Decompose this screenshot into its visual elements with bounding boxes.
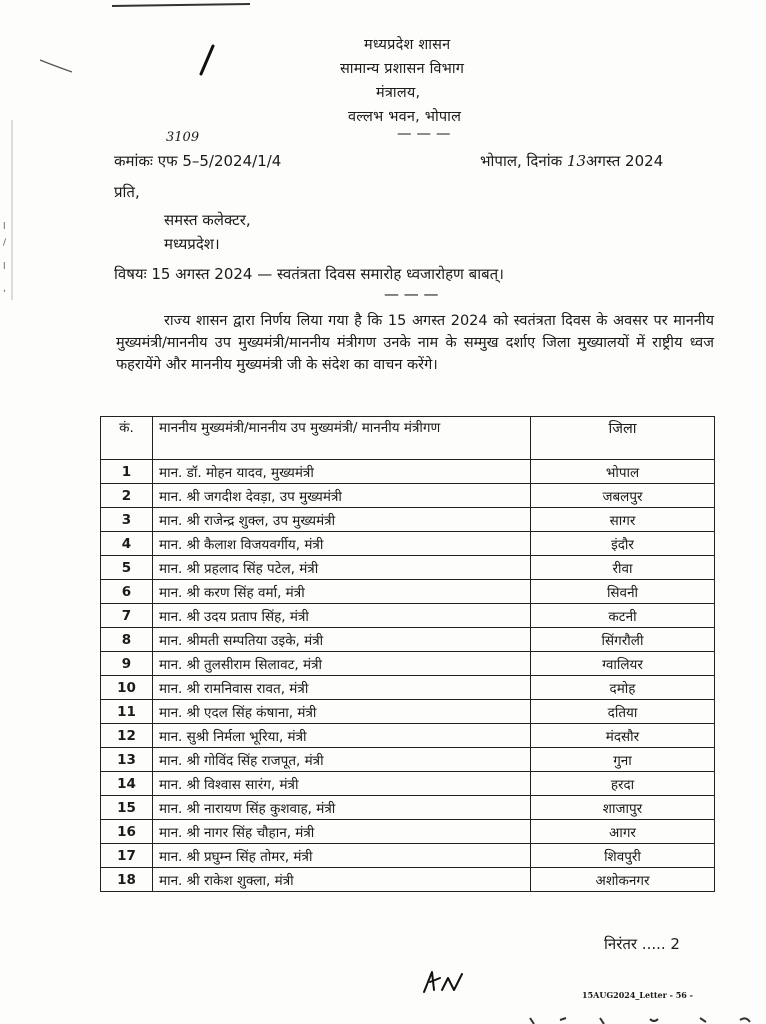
table-row: [101, 652, 715, 676]
district-name: दमोह: [531, 676, 715, 700]
row-number: 12: [101, 724, 153, 748]
district-name: सिवनी: [531, 580, 715, 604]
reference-number: कमांकः एफ 5–5/2024/1/4: [114, 152, 282, 170]
date-rest: अगस्त 2024: [586, 152, 664, 170]
table-row: [101, 868, 715, 892]
minister-name: मान. श्री राजेन्द्र शुक्ल, उप मुख्यमंत्री: [153, 508, 531, 532]
district-name: अशोकनगर: [531, 868, 715, 892]
table-row: [101, 508, 715, 532]
district-name: मंदसौर: [531, 724, 715, 748]
row-number: 7: [101, 604, 153, 628]
recipient-line1: समस्त कलेक्टर,: [164, 211, 251, 229]
minister-name: मान. श्री राकेश शुक्ला, मंत्री: [153, 868, 531, 892]
district-name: आगर: [531, 820, 715, 844]
table-row: [101, 604, 715, 628]
col-header-district: जिला: [531, 417, 715, 460]
table-row: [101, 532, 715, 556]
table-row: [101, 580, 715, 604]
bleed-through-marks: [500, 1010, 766, 1024]
subject-line: विषयः 15 अगस्त 2024 — स्वतंत्रता दिवस समारोह ध्वजारोहण बाबत्।: [114, 265, 504, 283]
row-number: 2: [101, 484, 153, 508]
minister-name: मान. सुश्री निर्मला भूरिया, मंत्री: [153, 724, 531, 748]
table-row: [101, 460, 715, 484]
table-row: [101, 748, 715, 772]
recipient-line2: मध्यप्रदेश।: [164, 235, 220, 253]
row-number: 14: [101, 772, 153, 796]
table-row: [101, 628, 715, 652]
table-row: [101, 700, 715, 724]
header-ministry: मंत्रालय,: [376, 85, 421, 101]
table-row: [101, 772, 715, 796]
district-name: भोपाल: [531, 460, 715, 484]
handwritten-number: 3109: [166, 130, 200, 145]
header-separator: — — —: [397, 126, 451, 142]
minister-name: मान. श्री प्रहलाद सिंह पटेल, मंत्री: [153, 556, 531, 580]
row-number: 5: [101, 556, 153, 580]
reference-date: [480, 151, 663, 171]
district-name: सागर: [531, 508, 715, 532]
row-number: 18: [101, 868, 153, 892]
minister-name: मान. श्रीमती सम्पतिया उइके, मंत्री: [153, 628, 531, 652]
minister-name: मान. डॉ. मोहन यादव, मुख्यमंत्री: [153, 460, 531, 484]
row-number: 9: [101, 652, 153, 676]
row-number: 16: [101, 820, 153, 844]
row-number: 11: [101, 700, 153, 724]
minister-name: मान. श्री तुलसीराम सिलावट, मंत्री: [153, 652, 531, 676]
body-paragraph: राज्य शासन द्वारा निर्णय लिया गया है कि 15 अगस्त 2024 को स्वतंत्रता दिवस के अवसर पर माननीय मुख्यमंत्री/माननीय उप मुख्यमंत्री/माननीय मंत्रीगण उनके नाम के सम्मुख दर्शाए जिला मुख्यालयों में राष्ट्रीय ध्वज फहरायेंगे और माननीय मुख्यमंत्री जी के संदेश का वाचन करेंगे।: [116, 313, 714, 373]
minister-name: मान. श्री जगदीश देवड़ा, उप मुख्यमंत्री: [153, 484, 531, 508]
minister-name: मान. श्री उदय प्रताप सिंह, मंत्री: [153, 604, 531, 628]
minister-name: मान. श्री रामनिवास रावत, मंत्री: [153, 676, 531, 700]
minister-name: मान. श्री नारायण सिंह कुशवाह, मंत्री: [153, 796, 531, 820]
table-row: [101, 820, 715, 844]
signature-scribble: [420, 964, 470, 998]
row-number: 10: [101, 676, 153, 700]
minister-name: मान. श्री विश्वास सारंग, मंत्री: [153, 772, 531, 796]
minister-name: मान. श्री करण सिंह वर्मा, मंत्री: [153, 580, 531, 604]
district-name: कटनी: [531, 604, 715, 628]
row-number: 17: [101, 844, 153, 868]
minister-name: मान. श्री गोविंद सिंह राजपूत, मंत्री: [153, 748, 531, 772]
table-row: [101, 796, 715, 820]
district-name: जबलपुर: [531, 484, 715, 508]
minister-name: मान. श्री एदल सिंह कंषाना, मंत्री: [153, 700, 531, 724]
table-row: [101, 484, 715, 508]
table-row: [101, 556, 715, 580]
recipient-prati: प्रति,: [114, 183, 140, 201]
header-department: सामान्य प्रशासन विभाग: [340, 61, 465, 77]
subject-separator: — — —: [384, 285, 439, 303]
minister-name: मान. श्री नागर सिंह चौहान, मंत्री: [153, 820, 531, 844]
minister-name: मान. श्री प्रघुम्न सिंह तोमर, मंत्री: [153, 844, 531, 868]
minister-name: मान. श्री कैलाश विजयवर्गीय, मंत्री: [153, 532, 531, 556]
row-number: 13: [101, 748, 153, 772]
col-header-number: कं.: [101, 417, 153, 460]
row-number: 3: [101, 508, 153, 532]
row-number: 8: [101, 628, 153, 652]
district-name: रीवा: [531, 556, 715, 580]
row-number: 1: [101, 460, 153, 484]
table-row: [101, 844, 715, 868]
footer-code: 15AUG2024_Letter - 56 -: [582, 990, 693, 1000]
continued-label: निरंतर ..... 2: [604, 935, 680, 953]
row-number: 15: [101, 796, 153, 820]
col-header-minister: माननीय मुख्यमंत्री/माननीय उप मुख्यमंत्री/ माननीय मंत्रीगण: [153, 417, 531, 460]
table-row: [101, 676, 715, 700]
table-row: [101, 724, 715, 748]
district-name: शिवपुरी: [531, 844, 715, 868]
date-day: 13: [566, 152, 586, 170]
district-name: इंदौर: [531, 532, 715, 556]
district-name: हरदा: [531, 772, 715, 796]
table-header-row: [101, 417, 715, 460]
date-prefix: भोपाल, दिनांक: [480, 152, 563, 170]
header-govt: मध्यप्रदेश शासन: [364, 37, 451, 53]
district-name: सिंगरौली: [531, 628, 715, 652]
district-name: ग्वालियर: [531, 652, 715, 676]
row-number: 6: [101, 580, 153, 604]
header-address: वल्लभ भवन, भोपाल: [348, 109, 462, 125]
row-number: 4: [101, 532, 153, 556]
district-name: दतिया: [531, 700, 715, 724]
district-name: शाजापुर: [531, 796, 715, 820]
minister-district-table: [100, 416, 715, 892]
district-name: गुना: [531, 748, 715, 772]
